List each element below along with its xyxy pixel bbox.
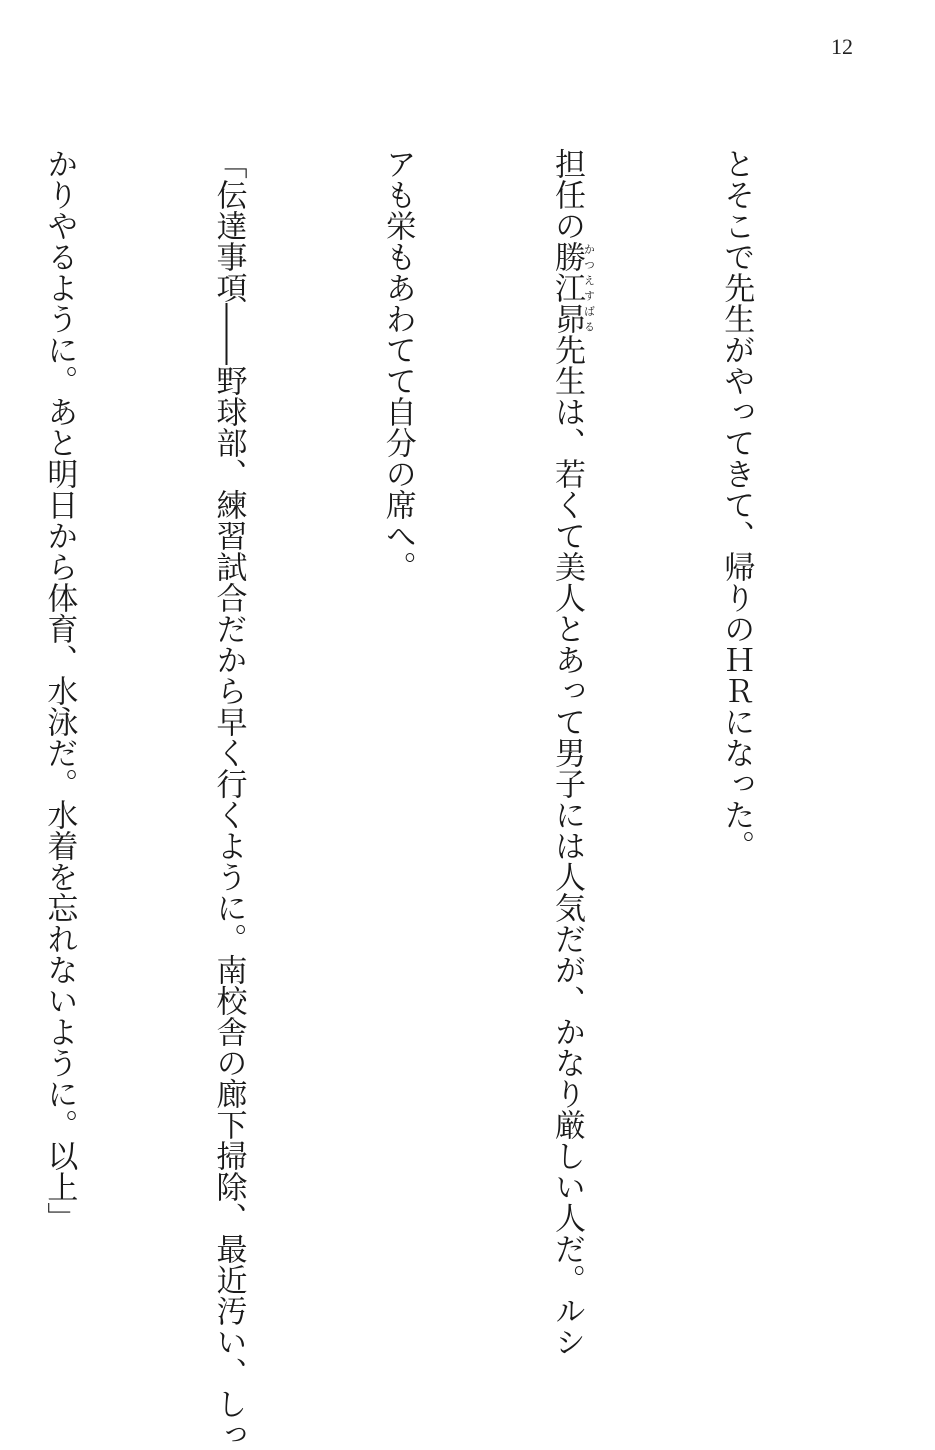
ruby-base: 勝江昴: [548, 241, 585, 334]
text-line-1: とそこで先生がやってきて、帰りのＨＲになった。: [718, 148, 755, 861]
text-line-2: [539, 148, 596, 1357]
ruby-name: [548, 241, 596, 334]
body-text: [0, 148, 877, 1450]
text-line-5: かりやるように。あと明日から体育、水泳だ。水着を忘れないように。以上」: [41, 148, 78, 1233]
text-line-4: 「伝達事項――野球部、練習試合だから早く行くように。南校舎の廊下掃除、最近汚い、しっ: [210, 148, 247, 1450]
page-number: 12: [831, 34, 853, 59]
ruby-reading: かつえすばる: [582, 241, 596, 334]
text-line-2-start: 担任の: [548, 148, 585, 241]
text-line-3: アも栄もあわてて自分の席へ。: [379, 148, 416, 582]
text-line-2-end: 先生は、若くて美人とあって男子には人気だが、かなり厳しい人だ。ルシ: [548, 334, 585, 1357]
